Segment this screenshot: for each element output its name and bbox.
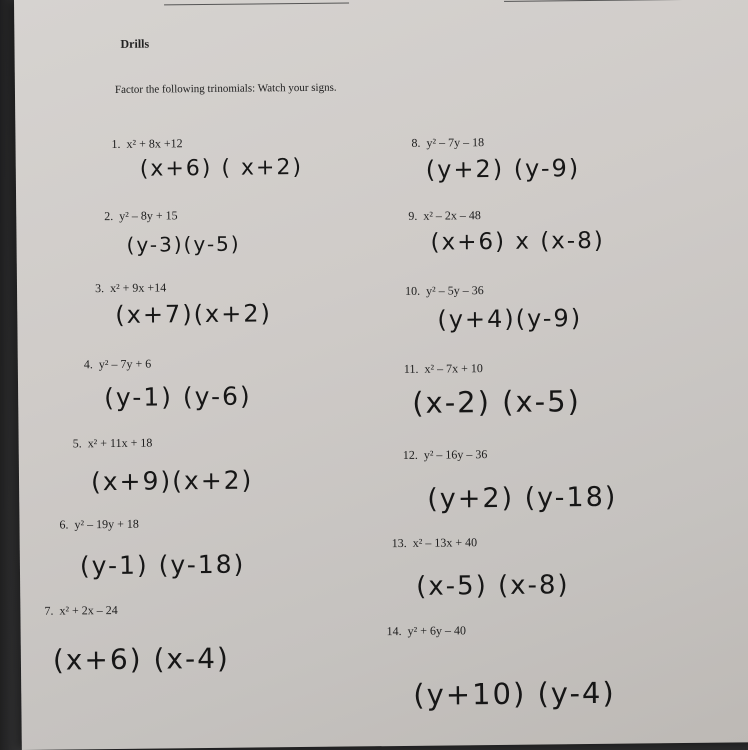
answer-2: (y-3)(y-5) <box>126 231 241 257</box>
page-title: Drills <box>120 36 150 51</box>
problem-3 <box>95 280 166 296</box>
problem-10 <box>405 283 484 299</box>
problem-number: 9. <box>408 208 418 223</box>
problem-number: 14. <box>386 623 402 639</box>
problem-number: 2. <box>104 208 114 224</box>
problem-expression: y² – 5y – 36 <box>425 283 484 298</box>
problem-13 <box>392 535 478 551</box>
answer-1: (x+6) ( x+2) <box>139 154 304 182</box>
answer-10: (y+4)(y-9) <box>437 304 583 334</box>
problem-expression: x² – 2x – 48 <box>423 208 481 223</box>
answer-5: (x+9)(x+2) <box>90 465 254 497</box>
problem-9 <box>408 208 481 224</box>
problem-expression: y² – 7y + 6 <box>98 356 152 372</box>
answer-6: (y-1) (y-18) <box>79 549 246 581</box>
problem-11 <box>404 361 483 377</box>
problem-12 <box>403 447 488 463</box>
problem-number: 12. <box>402 447 418 462</box>
problem-expression: y² – 16y – 36 <box>423 447 488 462</box>
problem-6 <box>59 517 139 533</box>
problem-7 <box>44 603 118 619</box>
problem-number: 13. <box>391 535 407 551</box>
problem-number: 3. <box>94 281 105 296</box>
problem-expression: y² – 19y + 18 <box>74 516 139 532</box>
worksheet-page <box>14 0 748 750</box>
answer-14: (y+10) (y-4) <box>413 675 616 712</box>
problem-expression: y² – 7y – 18 <box>426 135 485 150</box>
answer-12: (y+2) (y-18) <box>427 481 618 515</box>
problem-expression: x² + 2x – 24 <box>59 602 118 618</box>
problem-expression: x² + 9x +14 <box>109 280 167 296</box>
problem-number: 5. <box>72 436 82 451</box>
problem-expression: x² + 11x + 18 <box>87 435 153 451</box>
problem-number: 8. <box>411 135 421 150</box>
problem-8 <box>411 135 484 151</box>
problem-1 <box>111 136 182 152</box>
problem-5 <box>73 436 153 452</box>
instructions: Factor the following trinomials: Watch your signs. <box>114 81 337 96</box>
answer-9: (x+6) x (x-8) <box>430 227 605 256</box>
problem-number: 4. <box>83 357 93 372</box>
answer-8: (y+2) (y-9) <box>425 154 581 184</box>
problem-number: 6. <box>59 517 69 532</box>
name-line <box>164 2 349 5</box>
problem-14 <box>387 623 467 639</box>
date-line <box>504 0 734 2</box>
problem-2 <box>104 208 178 224</box>
problem-number: 11. <box>403 361 419 376</box>
problem-expression: x² – 13x + 40 <box>412 535 478 550</box>
answer-4: (y-1) (y-6) <box>104 381 252 413</box>
problem-expression: x² + 8x +12 <box>126 136 183 151</box>
problem-expression: y² – 8y + 15 <box>119 208 178 223</box>
problem-number: 1. <box>111 136 121 151</box>
answer-3: (x+7)(x+2) <box>115 299 273 329</box>
problem-expression: y² + 6y – 40 <box>407 623 467 638</box>
answer-11: (x-2) (x-5) <box>412 384 582 420</box>
answer-13: (x-5) (x-8) <box>416 570 570 602</box>
problem-expression: x² – 7x + 10 <box>424 361 483 376</box>
problem-number: 7. <box>44 603 54 618</box>
problem-number: 10. <box>404 283 421 298</box>
answer-7: (x+6) (x-4) <box>52 641 231 677</box>
problem-4 <box>84 357 152 373</box>
